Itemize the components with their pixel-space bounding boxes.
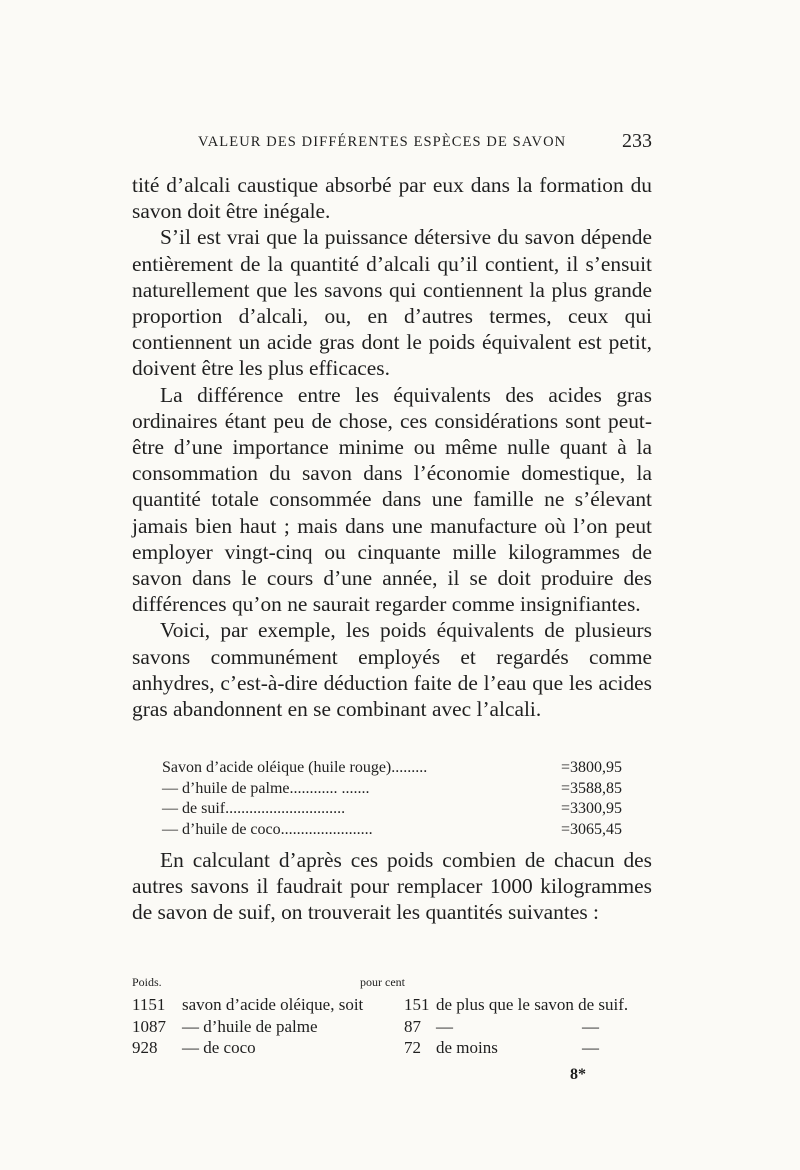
table-row — [162, 799, 622, 820]
paragraph-continuation: tité d’alcali caustique absorbé par eux dans la formation du savon doit être inégale. — [132, 173, 652, 224]
relation-cell: — — [436, 1016, 453, 1036]
soap-label: — de suif.............................. — [162, 800, 346, 817]
weight-cell: 1151 — [132, 995, 166, 1014]
desc-cell: — de coco — [182, 1038, 256, 1057]
body-text-top — [132, 172, 652, 722]
header-title: VALEUR DES DIFFÉRENTES ESPÈCES DE SAVON — [198, 134, 567, 150]
end-cell: — — [582, 1016, 599, 1036]
end-cell: — — [582, 1038, 599, 1057]
relation-cell: de moins — [436, 1038, 498, 1057]
weight-cell: 928 — [132, 1038, 158, 1057]
weight-column-header: Poids. — [132, 975, 162, 989]
paragraph: La différence entre les équivalents des acides gras ordinaires étant peu de chose, ces considérations sont peut-être d’une importance minime ou même nulle quant à la consommation du savon dans l’économie domestique, la quantité totale consommée dans une famille ne s’élevant jamais bien haut ; mais dans une manufacture où l’on peut employer vingt-cinq ou cinquante mille kilogrammes de savon dans le cours d’une année, il se doit produire des différences qu’on ne saurait regarder comme insignifiantes. — [132, 382, 652, 617]
paragraph: En calculant d’après ces poids combien de chacun des autres savons il faudrait pour remplacer 1000 kilogrammes de savon de suif, on trouverait les quantités suivantes : — [132, 848, 652, 925]
soap-label: — d’huile de palme............ ....... — [162, 779, 370, 797]
percent-column-header: pour cent — [360, 975, 405, 989]
running-header — [160, 132, 652, 156]
percent-cell: 151 — [404, 995, 430, 1014]
table-row — [132, 1037, 662, 1059]
soap-value: =3588,85 — [560, 779, 622, 797]
weight-cell: 1087 — [132, 1016, 166, 1036]
soap-equivalents-table — [162, 758, 622, 840]
quantities-table — [132, 994, 662, 1059]
paragraph: Voici, par exemple, les poids équivalents de plusieurs savons communément employés et regardés comme anhydres, c’est-à-dire déduction faite de l’eau que les acides gras abandonnent en se combinant avec l’alcali. — [132, 618, 652, 722]
paragraph: S’il est vrai que la puissance détersive du savon dépende entièrement de la quantité d’alcali qu’il contient, il s’ensuit naturellement que les savons qui contiennent la plus grande proportion d’alcali, ou, en d’autres termes, ceux qui contiennent un acide gras dont le poids équivalent est petit, doivent être les plus efficaces. — [132, 225, 652, 381]
soap-label: Savon d’acide oléique (huile rouge)......... — [162, 759, 428, 776]
soap-value: =3300,95 — [560, 800, 622, 817]
soap-label: — d’huile de coco....................... — [162, 820, 373, 838]
soap-value: =3065,45 — [560, 820, 622, 838]
table-row — [162, 779, 622, 800]
desc-cell: — d’huile de palme — [182, 1016, 318, 1036]
page-number: 233 — [622, 130, 652, 152]
signature-mark: 8* — [570, 1066, 586, 1083]
desc-cell: savon d’acide oléique, soit — [182, 995, 364, 1014]
table-row — [132, 1016, 662, 1038]
soap-value: =3800,95 — [560, 759, 622, 776]
body-text-bottom — [132, 847, 652, 926]
percent-cell: 87 — [404, 1016, 421, 1036]
relation-cell: de plus que le savon de suif. — [436, 995, 629, 1014]
table-row — [132, 994, 662, 1016]
table-row — [162, 820, 622, 841]
percent-cell: 72 — [404, 1038, 421, 1057]
table-row — [162, 758, 622, 779]
